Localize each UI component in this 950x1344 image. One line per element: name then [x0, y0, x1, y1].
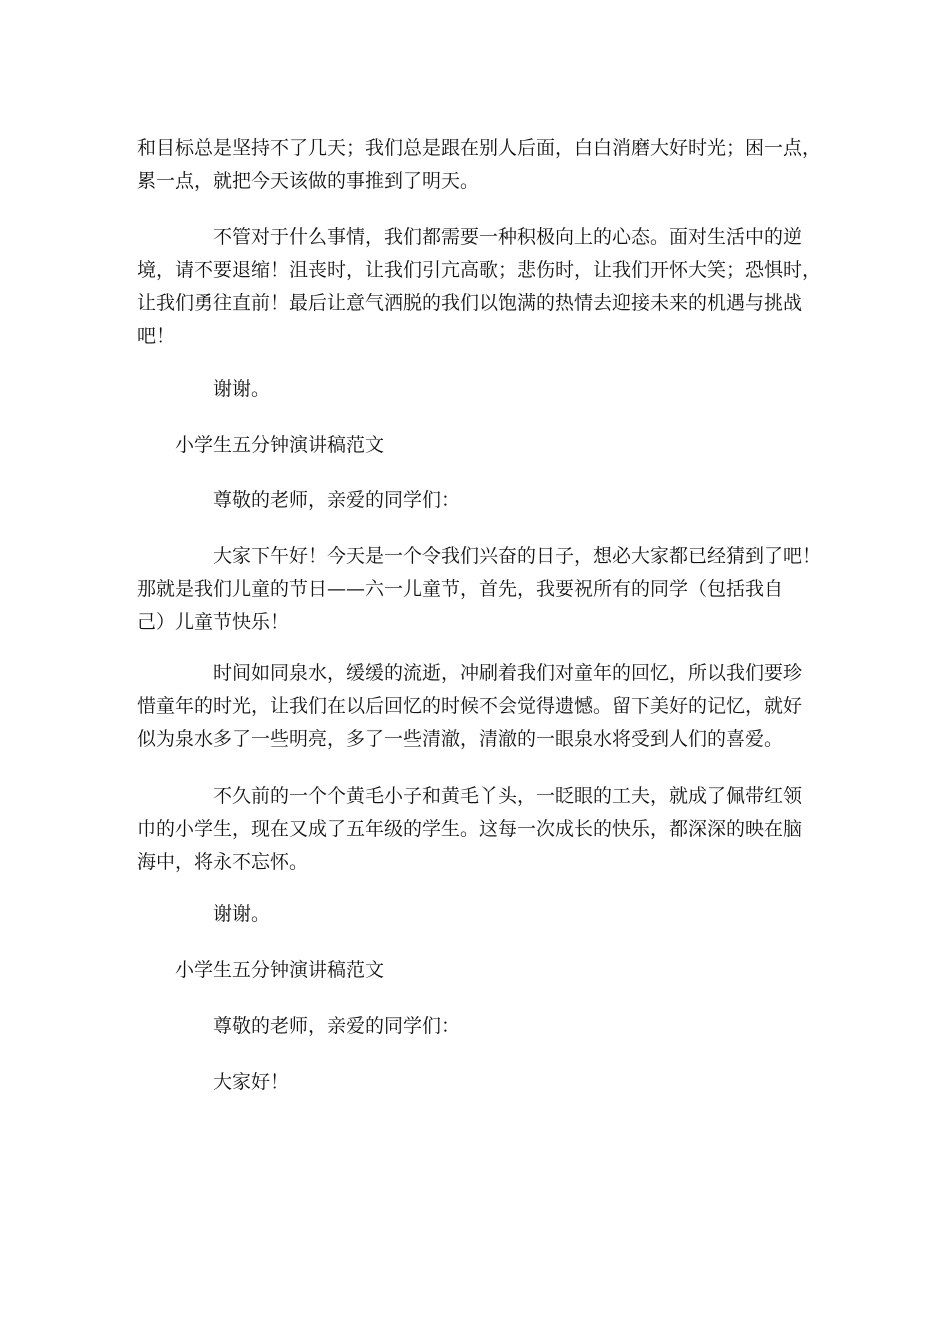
text-line: 不久前的一个个黄毛小子和黄毛丫头，一眨眼的工夫，就成了佩带红领 — [213, 785, 803, 807]
text-line: 让我们勇往直前！最后让意气洒脱的我们以饱满的热情去迎接未来的机遇与挑战 — [137, 292, 803, 314]
text-line: 尊敬的老师，亲爱的同学们： — [213, 489, 461, 511]
text-line: 尊敬的老师，亲爱的同学们： — [213, 1015, 461, 1037]
text-line: 不管对于什么事情，我们都需要一种积极向上的心态。面对生活中的逆 — [213, 226, 803, 248]
text-line: 巾的小学生，现在又成了五年级的学生。这每一次成长的快乐，都深深的映在脑 — [137, 818, 803, 840]
text-line: 小学生五分钟演讲稿范文 — [175, 959, 385, 981]
paragraph-salutation — [137, 484, 837, 517]
text-line: 时间如同泉水，缓缓的流逝，冲刷着我们对童年的回忆，所以我们要珍 — [213, 662, 803, 684]
paragraph-growing-up — [137, 780, 837, 879]
text-line: 大家好！ — [213, 1071, 290, 1093]
text-line: 和目标总是坚持不了几天；我们总是跟在别人后面，白白消磨大好时光；困一点， — [137, 137, 822, 159]
text-line: 大家下午好！今天是一个令我们兴奋的日子，想必大家都已经猜到了吧！ — [213, 545, 822, 567]
paragraph-positive-attitude — [137, 221, 837, 353]
text-line: 境，请不要退缩！沮丧时，让我们引亢高歌；悲伤时，让我们开怀大笑；恐惧时， — [137, 259, 822, 281]
text-line: 吧！ — [137, 325, 176, 347]
text-line: 似为泉水多了一些明亮，多了一些清澈，清澈的一眼泉水将受到人们的喜爱。 — [137, 728, 784, 750]
paragraph-childhood-time — [137, 657, 837, 756]
paragraph-continuation — [137, 132, 837, 198]
text-line: 小学生五分钟演讲稿范文 — [175, 434, 385, 456]
text-line: 惜童年的时光，让我们在以后回忆的时候不会觉得遗憾。留下美好的记忆，就好 — [137, 695, 803, 717]
paragraph-salutation — [137, 1010, 837, 1043]
text-line: 己）儿童节快乐！ — [137, 611, 290, 633]
section-title — [137, 954, 875, 987]
text-line: 那就是我们儿童的节日——六一儿童节，首先，我要祝所有的同学（包括我自 — [137, 578, 784, 600]
text-line: 谢谢。 — [213, 378, 271, 400]
text-line: 累一点，就把今天该做的事推到了明天。 — [137, 170, 480, 192]
paragraph-thanks — [137, 898, 837, 931]
paragraph-greeting — [137, 1066, 837, 1099]
section-title — [137, 429, 875, 462]
paragraph-thanks — [137, 373, 837, 406]
text-line: 谢谢。 — [213, 903, 271, 925]
text-line: 海中，将永不忘怀。 — [137, 851, 309, 873]
paragraph-greeting — [137, 540, 837, 639]
